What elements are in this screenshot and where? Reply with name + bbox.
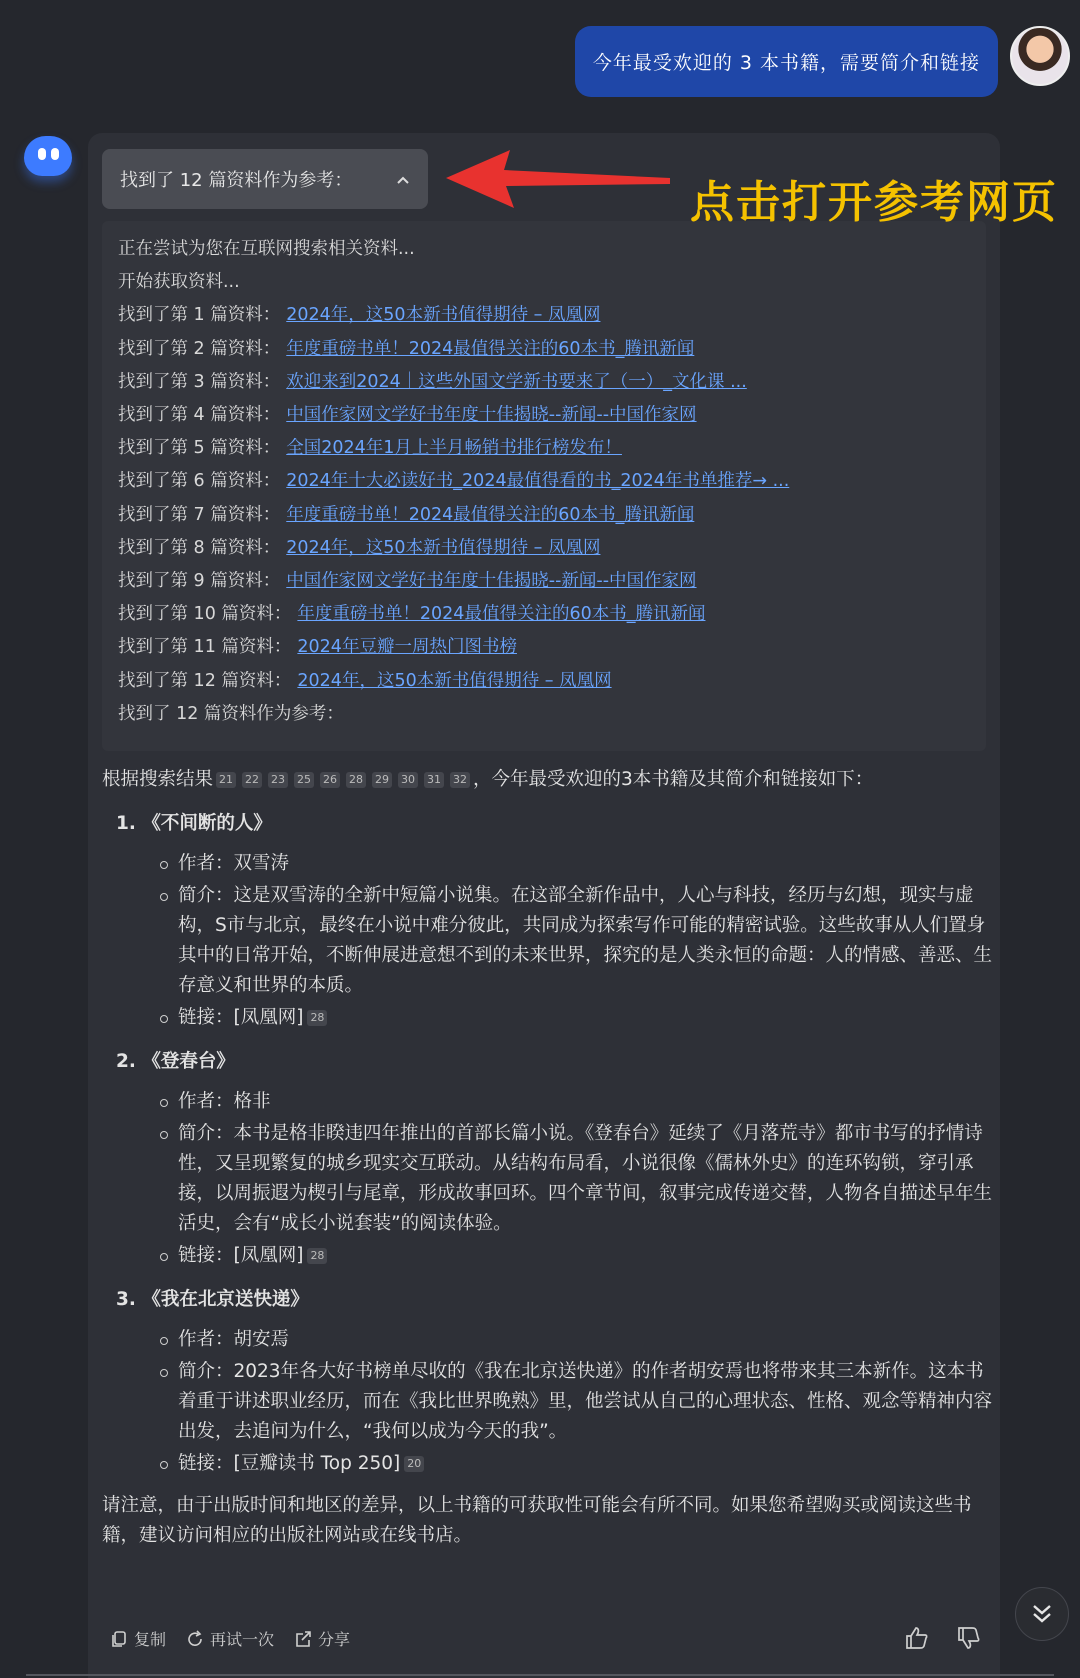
citation-badge[interactable]: 29 <box>372 772 392 788</box>
reference-prefix: 找到了第 9 篇资料： <box>118 571 281 592</box>
status-line: 开始获取资料... <box>118 272 240 293</box>
reference-prefix: 找到了第 3 篇资料： <box>118 371 281 392</box>
citation-badge[interactable]: 28 <box>346 772 366 788</box>
reference-link[interactable]: 年度重磅书单！2024最值得关注的60本书_腾讯新闻 <box>297 604 706 625</box>
citation-badge[interactable]: 32 <box>450 772 470 788</box>
annotation-text: 点击打开参考网页 <box>690 177 1058 228</box>
reference-link[interactable]: 年度重磅书单！2024最值得关注的60本书_腾讯新闻 <box>286 338 695 359</box>
book-author: 作者：双雪涛 <box>178 849 992 879</box>
answer-intro <box>102 765 992 795</box>
book-link[interactable] <box>178 1241 992 1271</box>
share-label: 分享 <box>318 1630 351 1649</box>
book-link-text[interactable]: 链接：[豆瓣读书 Top 250] <box>178 1453 401 1474</box>
references-toggle-button[interactable] <box>102 149 428 209</box>
reference-link[interactable]: 2024年十大必读好书_2024最值得看的书_2024年书单推荐→ ... <box>286 471 790 492</box>
book-author: 作者：胡安焉 <box>178 1325 992 1355</box>
citation-badge[interactable]: 26 <box>320 772 340 788</box>
user-message-row <box>575 26 1070 97</box>
reference-prefix: 找到了第 12 篇资料： <box>118 670 292 691</box>
reference-item <box>118 333 970 366</box>
book-details <box>102 849 992 1033</box>
copy-icon <box>110 1630 128 1648</box>
copy-label: 复制 <box>134 1630 167 1649</box>
reference-prefix: 找到了第 5 篇资料： <box>118 438 281 459</box>
reference-item <box>118 631 970 664</box>
book-link[interactable] <box>178 1003 992 1033</box>
references-panel <box>102 221 986 751</box>
red-arrow-annotation <box>444 148 674 212</box>
book-author: 作者：格非 <box>178 1087 992 1117</box>
reference-link[interactable]: 全国2024年1月上半月畅销书排行榜发布！ <box>286 438 622 459</box>
answer-body <box>102 765 992 1551</box>
references-toggle-label: 找到了 12 篇资料作为参考： <box>120 170 353 191</box>
reference-link[interactable]: 2024年，这50本新书值得期待 – 凤凰网 <box>297 670 612 691</box>
book-title: 2. 《登春台》 <box>116 1051 235 1072</box>
reference-link[interactable]: 年度重磅书单！2024最值得关注的60本书_腾讯新闻 <box>286 504 695 525</box>
book-title: 1. 《不间断的人》 <box>116 813 272 834</box>
divider <box>26 1674 1054 1676</box>
citation-badge[interactable]: 20 <box>404 1456 424 1472</box>
citation-badge[interactable]: 28 <box>307 1248 327 1264</box>
intro-after: ，今年最受欢迎的3本书籍及其简介和链接如下： <box>473 769 874 790</box>
reference-link[interactable]: 中国作家网文学好书年度十佳揭晓--新闻--中国作家网 <box>286 571 697 592</box>
references-summary: 找到了 12 篇资料作为参考： <box>118 703 344 724</box>
reference-prefix: 找到了第 1 篇资料： <box>118 305 281 326</box>
citation-badge[interactable]: 31 <box>424 772 444 788</box>
citation-badge[interactable]: 22 <box>242 772 262 788</box>
reference-link[interactable]: 2024年豆瓣一周热门图书榜 <box>297 637 517 658</box>
citation-badge[interactable]: 23 <box>268 772 288 788</box>
scroll-to-bottom-button[interactable] <box>1015 1587 1069 1641</box>
book-summary: 简介：2023年各大好书榜单尽收的《我在北京送快递》的作者胡安焉也将带来其三本新作。这本书着重于讲述职业经历，而在《我比世界晚熟》里，他尝试从自己的心理状态、性格、观念等精神内容出发，去追问为什么，“我何以成为今天的我”。 <box>178 1357 992 1447</box>
reference-prefix: 找到了第 6 篇资料： <box>118 471 281 492</box>
reference-prefix: 找到了第 10 篇资料： <box>118 604 292 625</box>
reference-link[interactable]: 2024年，这50本新书值得期待 – 凤凰网 <box>286 305 601 326</box>
feedback-buttons <box>904 1625 982 1651</box>
user-message-bubble: 今年最受欢迎的 3 本书籍，需要简介和链接 <box>575 26 998 97</box>
assistant-avatar <box>24 136 72 176</box>
reference-item <box>118 432 970 465</box>
citation-badge[interactable]: 21 <box>216 772 236 788</box>
book-link-text[interactable]: 链接：[凤凰网] <box>178 1007 304 1028</box>
reference-link[interactable]: 中国作家网文学好书年度十佳揭晓--新闻--中国作家网 <box>286 405 697 426</box>
chevron-up-icon <box>396 170 410 189</box>
book-details <box>102 1087 992 1271</box>
refresh-icon <box>186 1630 204 1648</box>
book-summary: 简介：本书是格非睽违四年推出的首部长篇小说。《登春台》延续了《月落荒寺》都市书写的抒情诗性，又呈现繁复的城乡现实交互联动。从结构布局看，小说很像《儒林外史》的连环钩锁，穿引承接，以周振遐为楔引与尾章，形成故事回环。四个章节间，叙事完成传递交替，人物各自描述早年生活史，会有“成长小说套装”的阅读体验。 <box>178 1119 992 1239</box>
citation-badge[interactable]: 28 <box>307 1010 327 1026</box>
answer-note: 请注意，由于出版时间和地区的差异，以上书籍的可获取性可能会有所不同。如果您希望购买或阅读这些书籍，建议访问相应的出版社网站或在线书店。 <box>102 1495 972 1546</box>
reference-item <box>118 665 970 698</box>
citation-badge[interactable]: 30 <box>398 772 418 788</box>
user-avatar[interactable] <box>1010 26 1070 86</box>
reference-link[interactable]: 欢迎来到2024｜这些外国文学新书要来了（一）_文化课 ... <box>286 371 747 392</box>
retry-label: 再试一次 <box>210 1630 275 1649</box>
thumbs-down-icon[interactable] <box>956 1625 982 1651</box>
citation-badge[interactable]: 25 <box>294 772 314 788</box>
reference-prefix: 找到了第 2 篇资料： <box>118 338 281 359</box>
reference-item <box>118 598 970 631</box>
reference-link[interactable]: 2024年，这50本新书值得期待 – 凤凰网 <box>286 537 601 558</box>
book-title: 3. 《我在北京送快递》 <box>116 1289 309 1310</box>
book-details <box>102 1325 992 1479</box>
retry-button[interactable] <box>186 1627 274 1650</box>
reference-prefix: 找到了第 8 篇资料： <box>118 537 281 558</box>
reference-item <box>118 499 970 532</box>
book-summary: 简介：这是双雪涛的全新中短篇小说集。在这部全新作品中，人心与科技，经历与幻想，现实与虚构，S市与北京，最终在小说中难分彼此，共同成为探索写作可能的精密试验。这些故事从人们置身其中的日常开始，不断伸展进意想不到的未来世界，探究的是人类永恒的命题：人的情感、善恶、生存意义和世界的本质。 <box>178 881 992 1001</box>
action-bar <box>110 1627 350 1650</box>
share-button[interactable] <box>294 1627 350 1650</box>
reference-prefix: 找到了第 4 篇资料： <box>118 405 281 426</box>
reference-item <box>118 532 970 565</box>
book-link-text[interactable]: 链接：[凤凰网] <box>178 1245 304 1266</box>
reference-item <box>118 299 970 332</box>
reference-item <box>118 565 970 598</box>
reference-item <box>118 366 970 399</box>
status-line: 正在尝试为您在互联网搜索相关资料... <box>118 239 415 259</box>
thumbs-up-icon[interactable] <box>904 1625 930 1651</box>
reference-item <box>118 465 970 498</box>
book-link[interactable] <box>178 1449 992 1479</box>
reference-prefix: 找到了第 11 篇资料： <box>118 637 292 658</box>
reference-item <box>118 399 970 432</box>
reference-prefix: 找到了第 7 篇资料： <box>118 504 281 525</box>
copy-button[interactable] <box>110 1627 166 1650</box>
intro-before: 根据搜索结果 <box>102 769 214 790</box>
double-chevron-down-icon <box>1029 1601 1055 1627</box>
share-icon <box>294 1630 312 1648</box>
